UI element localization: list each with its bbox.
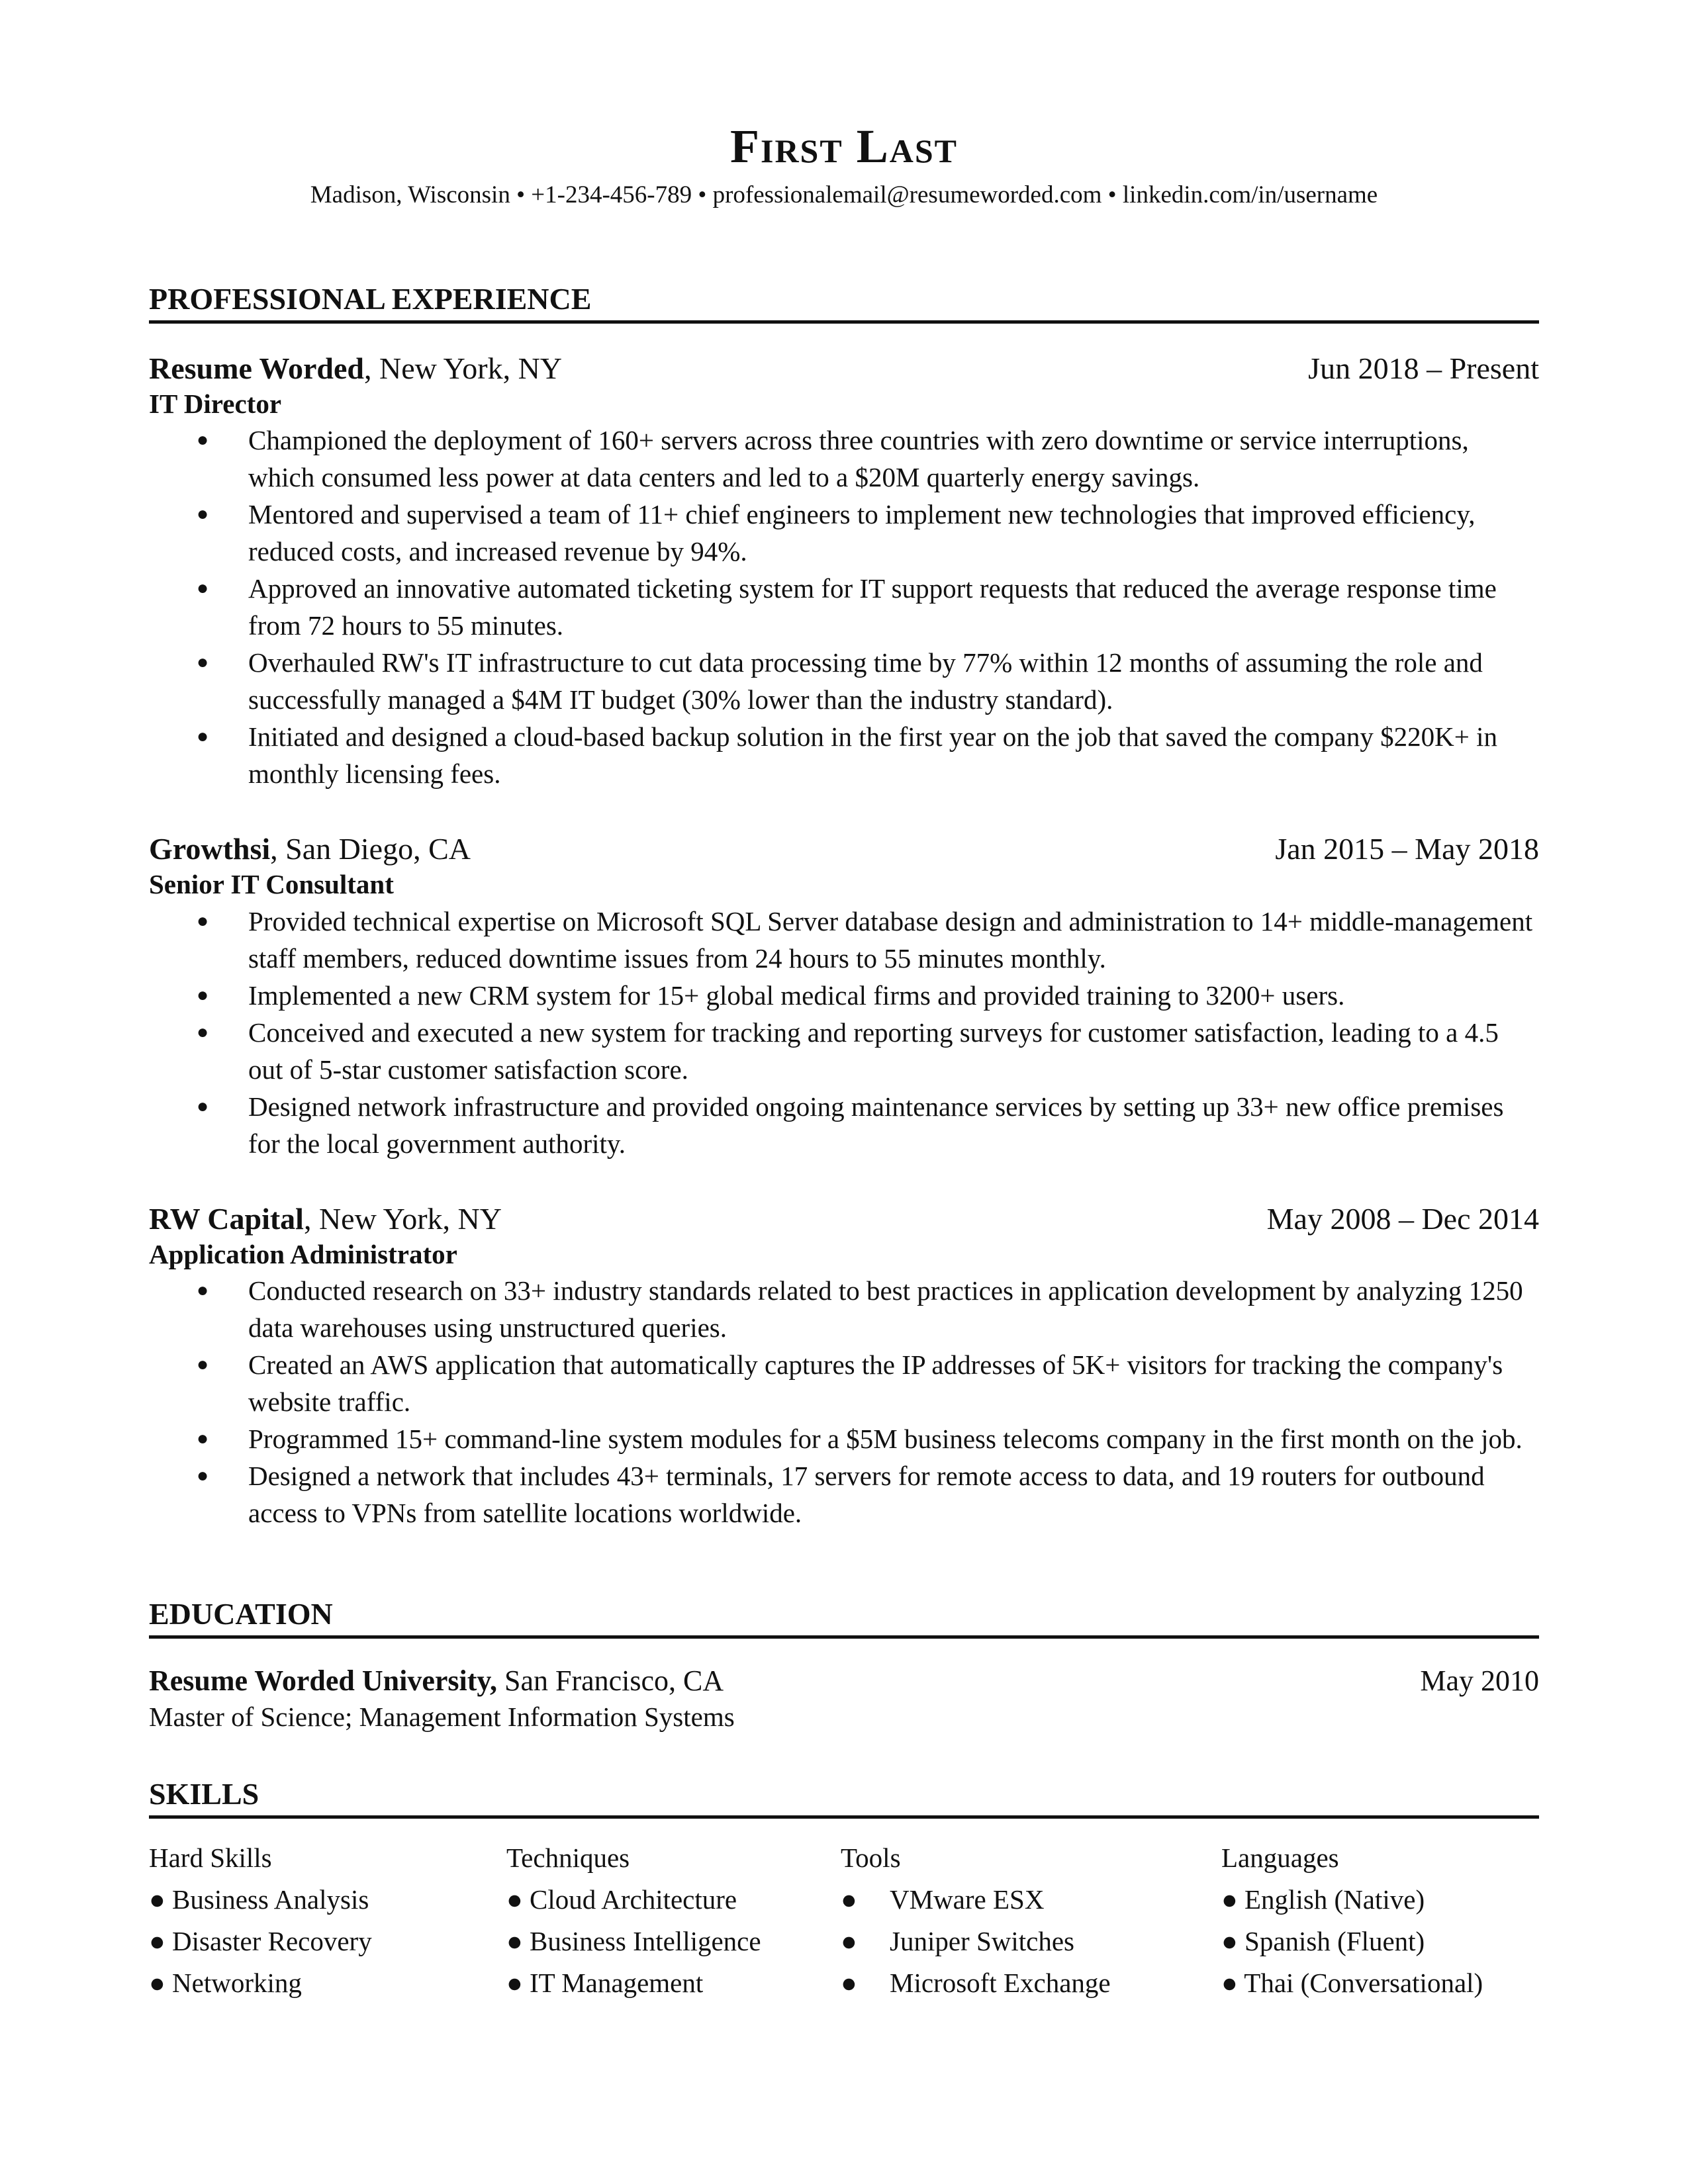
job-employer — [149, 1201, 502, 1237]
skill-column-title: Techniques — [506, 1842, 630, 1873]
skill-label: English (Native) — [1244, 1884, 1425, 1915]
job-dates: Jan 2015 – May 2018 — [1275, 832, 1539, 866]
skill-item: ● Cloud Architecture — [506, 1884, 737, 1915]
skill-column-title: Tools — [841, 1842, 901, 1873]
education-header — [149, 1664, 1539, 1699]
experience-title: PROFESSIONAL EXPERIENCE — [149, 283, 1539, 324]
skill-item: ● English (Native) — [1221, 1884, 1425, 1915]
job-bullet: ● Approved an innovative automated ticketing system for IT support requests that reduced the average response time from 72 hours to 55 minutes. — [149, 570, 1539, 644]
education-title: EDUCATION — [149, 1598, 1539, 1639]
skill-column-title: Hard Skills — [149, 1842, 272, 1873]
company-name: Growthsi — [149, 832, 271, 866]
job-bullet: ● Implemented a new CRM system for 15+ global medical firms and provided training to 3200+ users. — [149, 977, 1539, 1014]
skill-item: ● Disaster Recovery — [149, 1925, 372, 1956]
skill-label: Spanish (Fluent) — [1244, 1925, 1425, 1956]
skills-section — [149, 1778, 1539, 2004]
job-bullets — [149, 422, 1539, 792]
skill-item: ● VMware ESX — [841, 1884, 1045, 1915]
school-name: Resume Worded University, — [149, 1664, 497, 1697]
skill-column-languages — [1221, 1837, 1539, 2004]
skill-column-title: Languages — [1221, 1842, 1339, 1873]
job-entry — [149, 831, 1539, 1161]
skill-label: VMware ESX — [890, 1884, 1045, 1915]
skill-column-tools — [841, 1837, 1221, 2004]
job-bullet: ● Designed a network that includes 43+ terminals, 17 servers for remote access to data, and 19 routers for outbound access to VPNs from satellite locations worldwide. — [149, 1457, 1539, 1531]
company-name: RW Capital — [149, 1201, 304, 1236]
skills-grid — [149, 1837, 1539, 2004]
skill-label: Microsoft Exchange — [890, 1967, 1111, 1998]
job-bullet: ● Mentored and supervised a team of 11+ chief engineers to implement new technologies that improved efficiency, reduced costs, and increased revenue by 94%. — [149, 496, 1539, 570]
job-header — [149, 350, 1539, 387]
job-bullet: ● Created an AWS application that automatically captures the IP addresses of 5K+ visitors for tracking the company's website traffic. — [149, 1346, 1539, 1420]
skill-item: ● Microsoft Exchange — [841, 1967, 1111, 1998]
job-header — [149, 1201, 1539, 1237]
candidate-name: First Last — [730, 120, 958, 173]
skill-label: Business Intelligence — [530, 1925, 761, 1956]
skill-item: ● Thai (Conversational) — [1221, 1967, 1483, 1998]
skill-label: Cloud Architecture — [530, 1884, 737, 1915]
skill-column-hard-skills — [149, 1837, 506, 2004]
skills-title: SKILLS — [149, 1778, 1539, 1819]
job-bullet: ● Overhauled RW's IT infrastructure to cut data processing time by 77% within 12 months of assuming the role and successfully managed a $4M IT budget (30% lower than the industry standard). — [149, 644, 1539, 718]
company-location: , New York, NY — [364, 351, 563, 385]
job-bullet: ● Designed network infrastructure and provided ongoing maintenance services by setting up 33+ new office premises for the local government authority. — [149, 1088, 1539, 1162]
education-section — [149, 1598, 1539, 1735]
job-role: Senior IT Consultant — [149, 869, 394, 900]
job-bullet: ● Championed the deployment of 160+ servers across three countries with zero downtime or service interruptions, which consumed less power at data centers and led to a $20M quarterly energy savings. — [149, 422, 1539, 496]
job-role: Application Administrator — [149, 1238, 457, 1269]
job-role: IT Director — [149, 388, 282, 419]
job-bullets — [149, 903, 1539, 1162]
degree: Master of Science; Management Information Systems — [149, 1701, 735, 1732]
skill-item: ● Juniper Switches — [841, 1925, 1074, 1956]
skill-column-techniques — [506, 1837, 841, 2004]
company-name: Resume Worded — [149, 351, 364, 385]
skill-item: ● IT Management — [506, 1967, 704, 1998]
job-bullet: ● Conceived and executed a new system for tracking and reporting surveys for customer satisfaction, leading to a 4.5 out of 5-star customer satisfaction score. — [149, 1014, 1539, 1088]
skill-item: ● Networking — [149, 1967, 302, 1998]
job-employer — [149, 831, 471, 867]
job-bullets — [149, 1272, 1539, 1531]
skill-label: Disaster Recovery — [172, 1925, 372, 1956]
resume-page — [149, 119, 1539, 2004]
job-bullet: ● Provided technical expertise on Microsoft SQL Server database design and administration to 14+ middle-management staff members, reduced downtime issues from 24 hours to 55 minutes monthly. — [149, 903, 1539, 977]
job-employer — [149, 350, 562, 387]
company-location: , New York, NY — [303, 1201, 502, 1236]
skill-label: Juniper Switches — [890, 1925, 1074, 1956]
job-entry — [149, 1201, 1539, 1531]
skill-label: Business Analysis — [172, 1884, 369, 1915]
school-location: San Francisco, CA — [496, 1664, 724, 1697]
graduation-date: May 2010 — [1420, 1664, 1539, 1697]
job-dates: Jun 2018 – Present — [1308, 351, 1539, 385]
skill-item: ● Business Analysis — [149, 1884, 369, 1915]
skill-item: ● Spanish (Fluent) — [1221, 1925, 1425, 1956]
job-dates: May 2008 – Dec 2014 — [1266, 1201, 1539, 1236]
skill-label: Networking — [172, 1967, 302, 1998]
job-bullet: ● Conducted research on 33+ industry standards related to best practices in application development by analyzing 1250 data warehouses using unstructured queries. — [149, 1272, 1539, 1346]
skill-label: Thai (Conversational) — [1244, 1967, 1483, 1998]
company-location: , San Diego, CA — [270, 832, 471, 866]
job-entry — [149, 350, 1539, 792]
contact-line: Madison, Wisconsin • +1-234-456-789 • professionalemail@resumeworded.com • linkedin.com/in/username — [310, 181, 1378, 208]
experience-section — [149, 283, 1539, 1531]
skill-item: ● Business Intelligence — [506, 1925, 761, 1956]
skill-label: IT Management — [530, 1967, 704, 1998]
education-school-line — [149, 1664, 724, 1699]
job-bullet: ● Initiated and designed a cloud-based backup solution in the first year on the job that saved the company $220K+ in monthly licensing fees. — [149, 718, 1539, 792]
job-bullet: ● Programmed 15+ command-line system modules for a $5M business telecoms company in the first month on the job. — [149, 1420, 1539, 1457]
job-header — [149, 831, 1539, 867]
